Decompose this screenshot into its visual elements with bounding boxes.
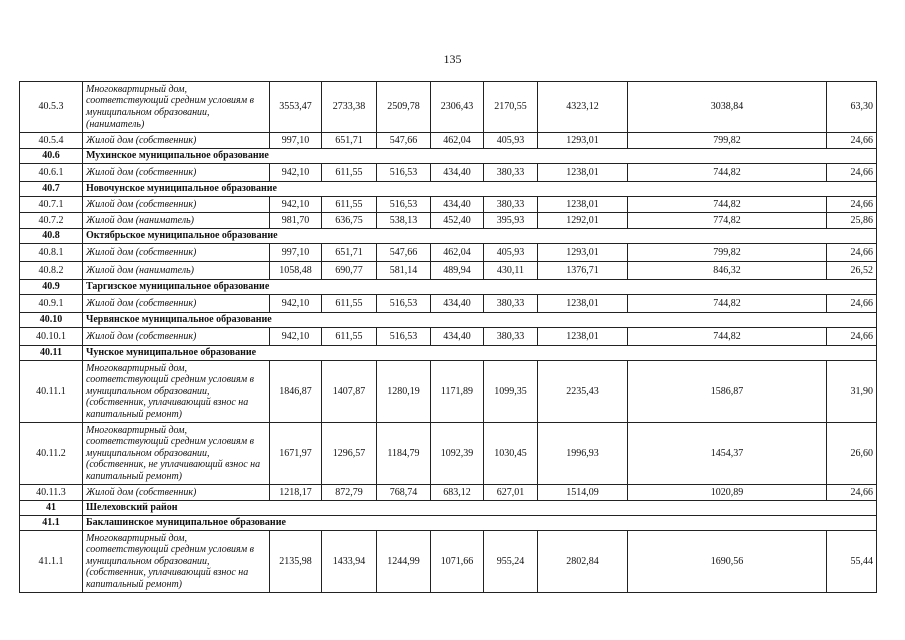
row-value-7: 774,82 <box>628 213 827 229</box>
row-value-4: 452,40 <box>431 213 484 229</box>
row-value-4: 434,40 <box>431 328 484 346</box>
row-value-5: 1099,35 <box>484 361 538 423</box>
row-value-6: 1293,01 <box>538 133 628 149</box>
row-description: Многоквартирный дом, соответствующий средним условиям в муниципальном образовании, (наниматель) <box>83 82 270 133</box>
row-value-8: 24,66 <box>827 328 877 346</box>
row-value-7: 744,82 <box>628 295 827 313</box>
row-value-2: 1296,57 <box>322 423 377 485</box>
row-value-2: 611,55 <box>322 295 377 313</box>
row-value-8: 26,52 <box>827 262 877 280</box>
row-value-5: 380,33 <box>484 295 538 313</box>
row-value-2: 872,79 <box>322 485 377 501</box>
row-description: Жилой дом (собственник) <box>83 295 270 313</box>
row-code: 41.1.1 <box>20 531 83 593</box>
row-code: 40.11.1 <box>20 361 83 423</box>
row-description: Жилой дом (собственник) <box>83 133 270 149</box>
row-value-6: 1376,71 <box>538 262 628 280</box>
row-value-6: 1293,01 <box>538 244 628 262</box>
row-value-5: 380,33 <box>484 197 538 213</box>
row-value-8: 24,66 <box>827 197 877 213</box>
row-description: Жилой дом (собственник) <box>83 197 270 213</box>
row-value-1: 3553,47 <box>270 82 322 133</box>
row-value-1: 942,10 <box>270 328 322 346</box>
row-value-8: 24,66 <box>827 485 877 501</box>
row-value-5: 1030,45 <box>484 423 538 485</box>
row-value-2: 611,55 <box>322 197 377 213</box>
row-value-2: 651,71 <box>322 133 377 149</box>
table-row <box>20 133 877 149</box>
row-value-7: 1020,89 <box>628 485 827 501</box>
section-code: 41.1 <box>20 516 83 531</box>
row-value-7: 744,82 <box>628 328 827 346</box>
section-code: 40.6 <box>20 149 83 164</box>
row-value-1: 942,10 <box>270 164 322 182</box>
table-row <box>20 295 877 313</box>
row-description: Жилой дом (наниматель) <box>83 262 270 280</box>
row-description: Жилой дом (собственник) <box>83 485 270 501</box>
section-code: 40.7 <box>20 182 83 197</box>
section-row <box>20 346 877 361</box>
row-value-6: 1514,09 <box>538 485 628 501</box>
table-row <box>20 328 877 346</box>
section-row <box>20 149 877 164</box>
row-value-4: 434,40 <box>431 197 484 213</box>
row-value-5: 395,93 <box>484 213 538 229</box>
row-value-3: 1244,99 <box>377 531 431 593</box>
row-value-8: 24,66 <box>827 133 877 149</box>
row-value-1: 942,10 <box>270 197 322 213</box>
row-value-5: 627,01 <box>484 485 538 501</box>
row-value-7: 799,82 <box>628 133 827 149</box>
tariff-table <box>19 81 877 593</box>
table-row <box>20 82 877 133</box>
row-value-4: 1071,66 <box>431 531 484 593</box>
section-code: 40.10 <box>20 313 83 328</box>
row-value-5: 405,93 <box>484 244 538 262</box>
row-value-1: 981,70 <box>270 213 322 229</box>
section-code: 40.9 <box>20 280 83 295</box>
row-value-7: 1454,37 <box>628 423 827 485</box>
section-row <box>20 280 877 295</box>
row-value-1: 2135,98 <box>270 531 322 593</box>
row-value-3: 516,53 <box>377 197 431 213</box>
row-value-2: 1433,94 <box>322 531 377 593</box>
section-title: Червянское муниципальное образование <box>83 313 877 328</box>
row-code: 40.5.4 <box>20 133 83 149</box>
row-description: Многоквартирный дом, соответствующий средним условиям в муниципальном образовании, (собственник, уплачивающий взнос на капитальный ремонт) <box>83 531 270 593</box>
row-value-7: 799,82 <box>628 244 827 262</box>
row-description: Жилой дом (собственник) <box>83 164 270 182</box>
row-code: 40.9.1 <box>20 295 83 313</box>
row-value-8: 24,66 <box>827 244 877 262</box>
row-value-2: 611,55 <box>322 164 377 182</box>
table-row <box>20 531 877 593</box>
row-value-7: 3038,84 <box>628 82 827 133</box>
row-value-8: 24,66 <box>827 295 877 313</box>
table-row <box>20 485 877 501</box>
row-value-4: 1092,39 <box>431 423 484 485</box>
row-code: 40.7.1 <box>20 197 83 213</box>
row-value-3: 1184,79 <box>377 423 431 485</box>
row-value-1: 997,10 <box>270 133 322 149</box>
row-value-3: 2509,78 <box>377 82 431 133</box>
section-code: 40.8 <box>20 229 83 244</box>
table-row <box>20 423 877 485</box>
row-value-5: 380,33 <box>484 164 538 182</box>
row-value-5: 380,33 <box>484 328 538 346</box>
row-value-2: 2733,38 <box>322 82 377 133</box>
row-value-5: 955,24 <box>484 531 538 593</box>
row-code: 40.11.3 <box>20 485 83 501</box>
row-value-3: 538,13 <box>377 213 431 229</box>
row-value-7: 1586,87 <box>628 361 827 423</box>
row-value-7: 744,82 <box>628 164 827 182</box>
row-value-3: 547,66 <box>377 244 431 262</box>
row-description: Многоквартирный дом, соответствующий средним условиям в муниципальном образовании, (собственник, уплачивающий взнос на капитальный ремонт) <box>83 361 270 423</box>
row-value-6: 4323,12 <box>538 82 628 133</box>
section-title: Баклашинское муниципальное образование <box>83 516 877 531</box>
row-value-5: 2170,55 <box>484 82 538 133</box>
row-value-8: 24,66 <box>827 164 877 182</box>
table-row <box>20 197 877 213</box>
row-value-4: 462,04 <box>431 244 484 262</box>
table-row <box>20 164 877 182</box>
row-value-6: 1238,01 <box>538 197 628 213</box>
row-value-3: 516,53 <box>377 164 431 182</box>
table-row <box>20 213 877 229</box>
row-value-7: 1690,56 <box>628 531 827 593</box>
section-row <box>20 516 877 531</box>
row-value-4: 434,40 <box>431 295 484 313</box>
row-code: 40.10.1 <box>20 328 83 346</box>
row-value-7: 846,32 <box>628 262 827 280</box>
row-value-3: 547,66 <box>377 133 431 149</box>
section-row <box>20 313 877 328</box>
row-value-1: 1846,87 <box>270 361 322 423</box>
row-value-1: 1218,17 <box>270 485 322 501</box>
table-row <box>20 244 877 262</box>
row-value-6: 2802,84 <box>538 531 628 593</box>
section-row <box>20 501 877 516</box>
row-value-5: 405,93 <box>484 133 538 149</box>
row-value-6: 1238,01 <box>538 164 628 182</box>
section-row <box>20 229 877 244</box>
row-value-6: 1238,01 <box>538 328 628 346</box>
row-description: Жилой дом (собственник) <box>83 244 270 262</box>
row-value-6: 1996,93 <box>538 423 628 485</box>
table-body <box>20 82 877 593</box>
row-description: Многоквартирный дом, соответствующий средним условиям в муниципальном образовании, (собственник, не уплачивающий взнос на капитальный ремонт) <box>83 423 270 485</box>
row-value-4: 489,94 <box>431 262 484 280</box>
row-code: 40.5.3 <box>20 82 83 133</box>
row-value-3: 1280,19 <box>377 361 431 423</box>
row-value-2: 636,75 <box>322 213 377 229</box>
row-value-1: 1058,48 <box>270 262 322 280</box>
row-value-8: 31,90 <box>827 361 877 423</box>
row-value-6: 1238,01 <box>538 295 628 313</box>
row-value-4: 683,12 <box>431 485 484 501</box>
row-value-8: 25,86 <box>827 213 877 229</box>
table-row <box>20 262 877 280</box>
row-value-4: 462,04 <box>431 133 484 149</box>
section-title: Новочунское муниципальное образование <box>83 182 877 197</box>
row-value-3: 516,53 <box>377 295 431 313</box>
section-code: 40.11 <box>20 346 83 361</box>
row-value-8: 63,30 <box>827 82 877 133</box>
row-description: Жилой дом (наниматель) <box>83 213 270 229</box>
row-value-3: 581,14 <box>377 262 431 280</box>
row-description: Жилой дом (собственник) <box>83 328 270 346</box>
row-value-1: 942,10 <box>270 295 322 313</box>
table-row <box>20 361 877 423</box>
row-code: 40.8.1 <box>20 244 83 262</box>
row-value-4: 2306,43 <box>431 82 484 133</box>
row-code: 40.8.2 <box>20 262 83 280</box>
row-value-8: 26,60 <box>827 423 877 485</box>
row-code: 40.7.2 <box>20 213 83 229</box>
section-title: Мухинское муниципальное образование <box>83 149 877 164</box>
section-title: Чунское муниципальное образование <box>83 346 877 361</box>
row-value-2: 690,77 <box>322 262 377 280</box>
section-title: Октябрьское муниципальное образование <box>83 229 877 244</box>
row-value-4: 1171,89 <box>431 361 484 423</box>
row-value-2: 611,55 <box>322 328 377 346</box>
row-value-3: 516,53 <box>377 328 431 346</box>
row-value-1: 997,10 <box>270 244 322 262</box>
row-value-6: 1292,01 <box>538 213 628 229</box>
section-code: 41 <box>20 501 83 516</box>
row-value-1: 1671,97 <box>270 423 322 485</box>
row-value-4: 434,40 <box>431 164 484 182</box>
row-value-5: 430,11 <box>484 262 538 280</box>
row-value-7: 744,82 <box>628 197 827 213</box>
row-value-3: 768,74 <box>377 485 431 501</box>
section-title: Шелеховский район <box>83 501 877 516</box>
row-value-2: 651,71 <box>322 244 377 262</box>
row-code: 40.11.2 <box>20 423 83 485</box>
page-number: 135 <box>443 52 462 66</box>
section-title: Таргизское муниципальное образование <box>83 280 877 295</box>
row-value-2: 1407,87 <box>322 361 377 423</box>
row-value-8: 55,44 <box>827 531 877 593</box>
section-row <box>20 182 877 197</box>
row-value-6: 2235,43 <box>538 361 628 423</box>
row-code: 40.6.1 <box>20 164 83 182</box>
